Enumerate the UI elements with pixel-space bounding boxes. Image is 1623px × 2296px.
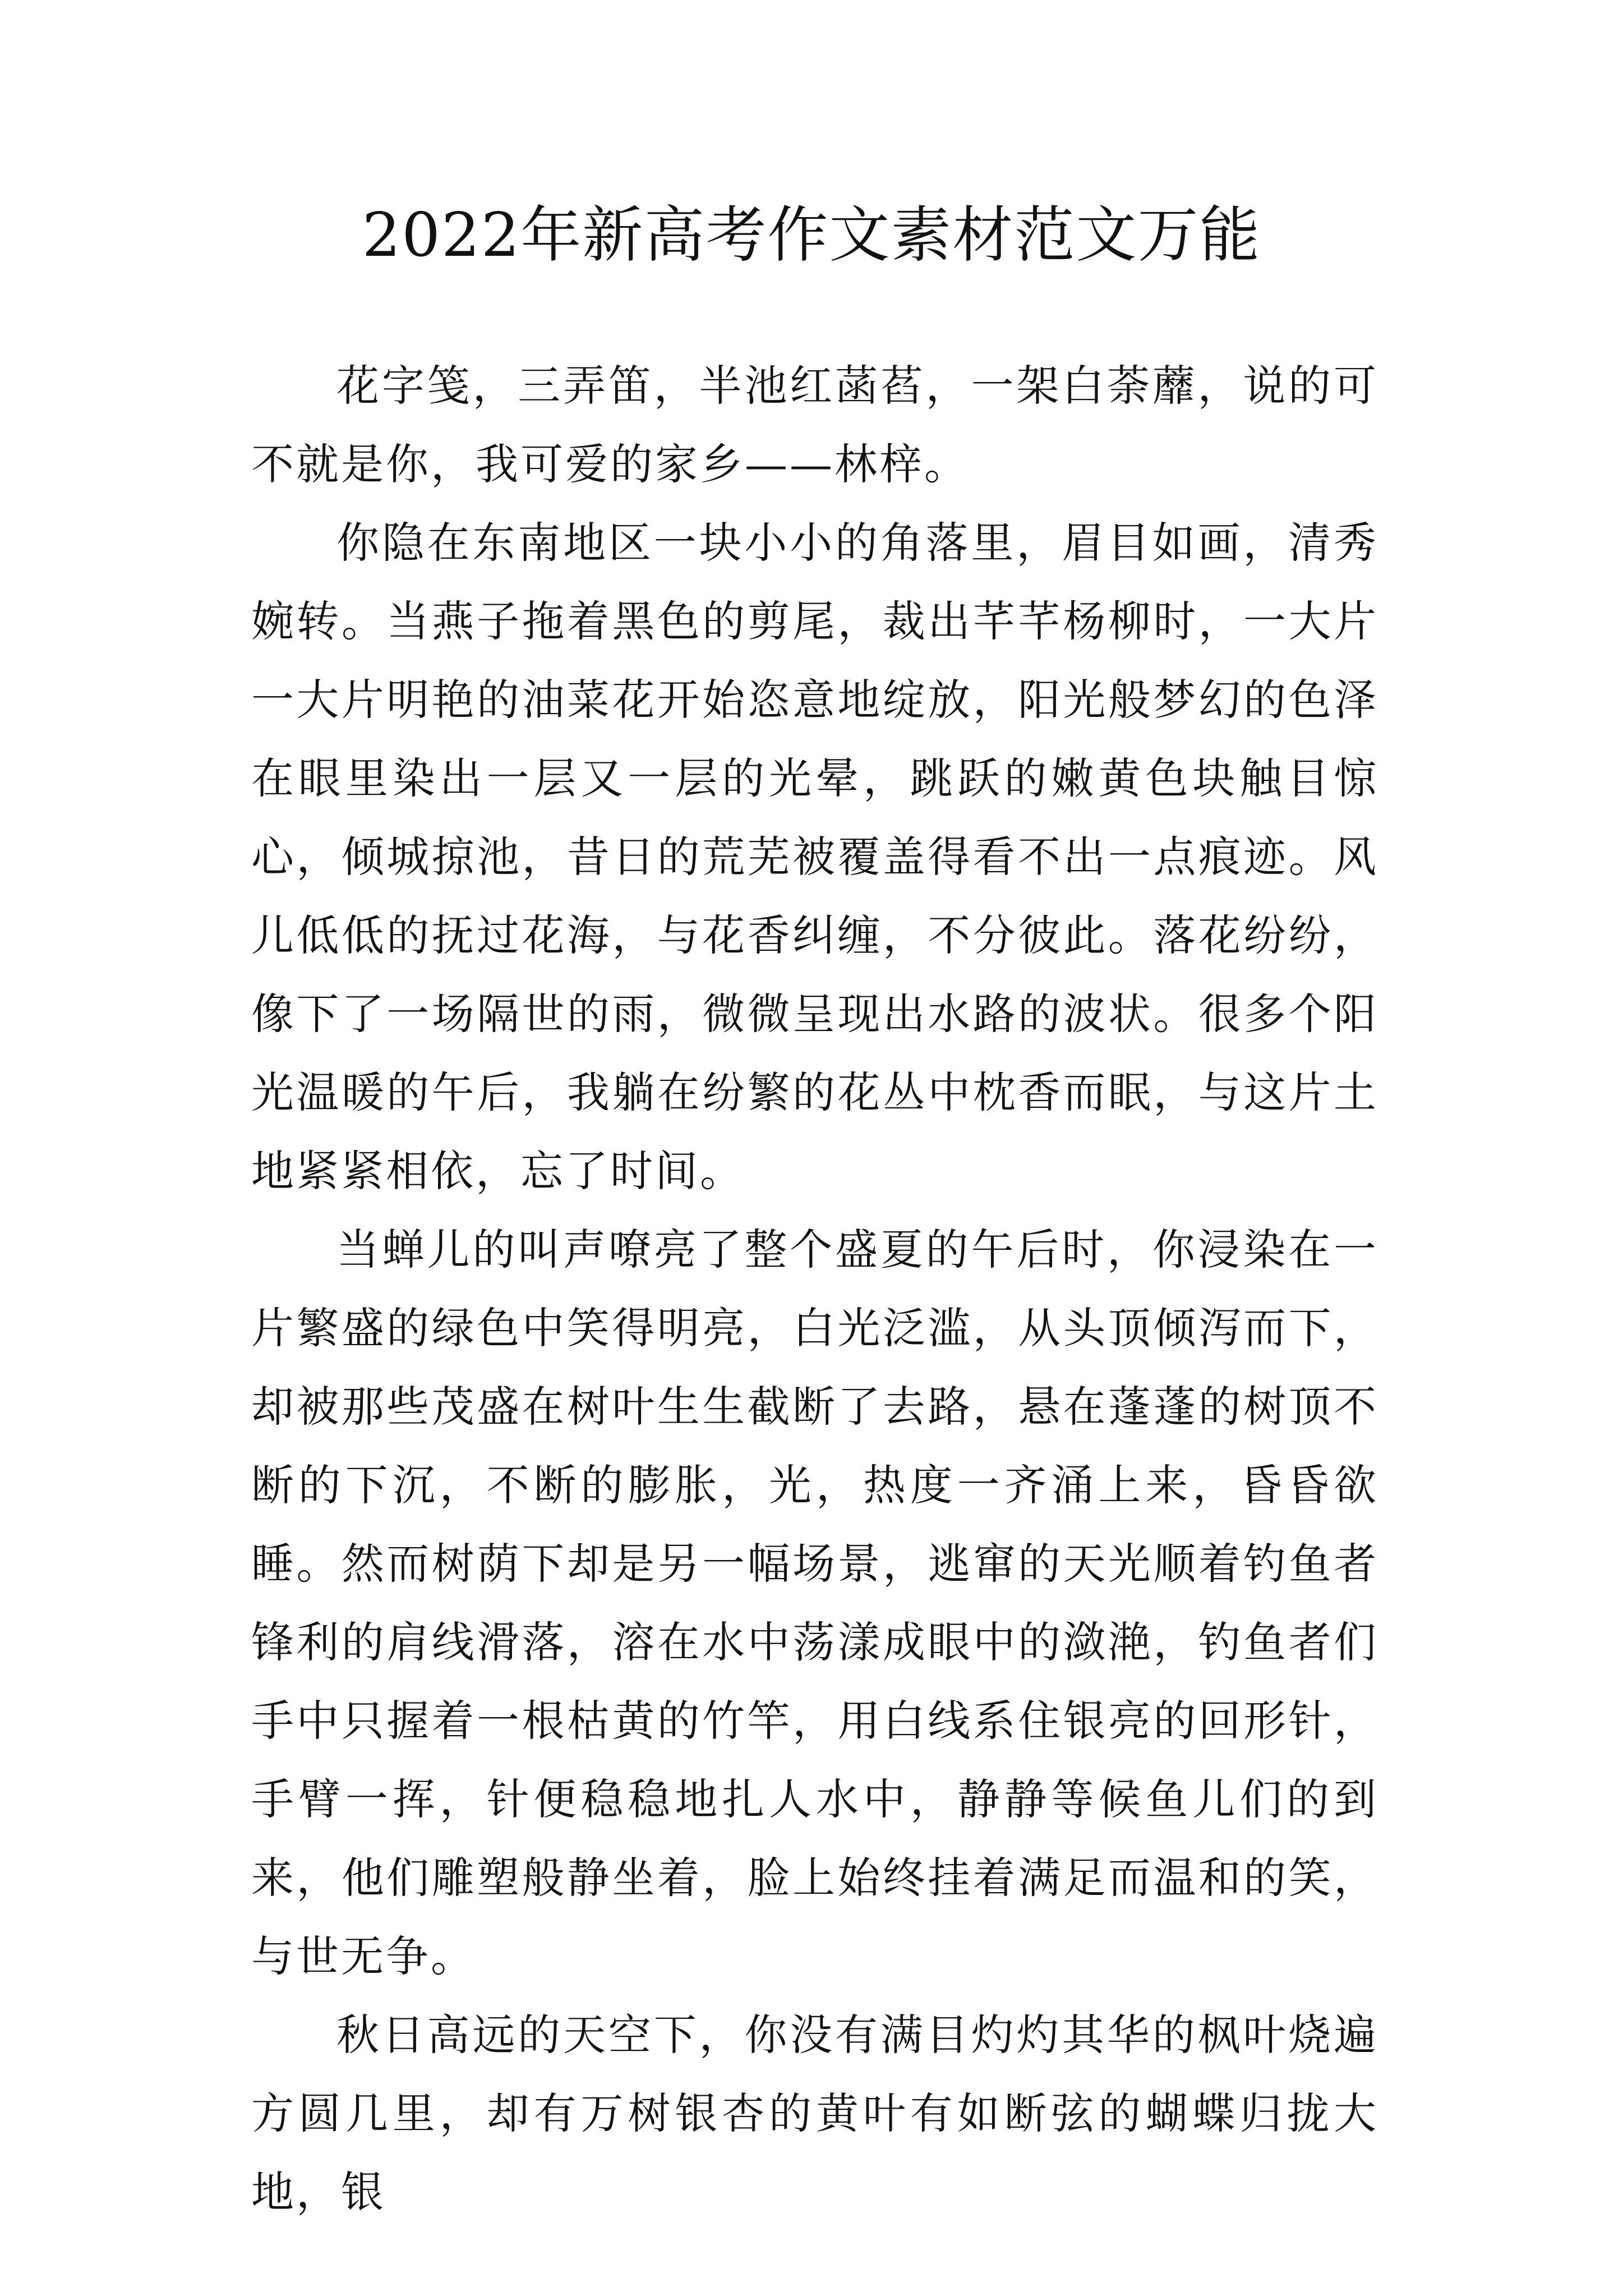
paragraph-2: 你隐在东南地区一块小小的角落里，眉目如画，清秀婉转。当燕子拖着黑色的剪尾，裁出芊芊杨柳时，一大片一大片明艳的油菜花开始恣意地绽放，阳光般梦幻的色泽在眼里染出一层又一层的光晕，跳跃的嫩黄色块触目惊心，倾城掠池，昔日的荒芜被覆盖得看不出一点痕迹。风儿低低的抚过花海，与花香纠缠，不分彼此。落花纷纷，像下了一场隔世的雨，微微呈现出水路的波状。很多个阳光温暖的午后，我躺在纷繁的花丛中枕香而眠，与这片土地紧紧相依，忘了时间。 (251, 518, 1378, 1196)
paragraph-4: 秋日高远的天空下，你没有满目灼灼其华的枫叶烧遍方圆几里，却有万树银杏的黄叶有如断弦的蝴蝶归拢大地，银 (251, 2010, 1378, 2217)
paragraph-1: 花字笺，三弄笛，半池红菡萏，一架白荼蘼，说的可不就是你，我可爱的家乡——林梓。 (251, 361, 1378, 489)
paragraph-3: 当蝉儿的叫声嘹亮了整个盛夏的午后时，你浸染在一片繁盛的绿色中笑得明亮，白光泛滥，从头顶倾泻而下，却被那些茂盛在树叶生生截断了去路，悬在蓬蓬的树顶不断的下沉，不断的膨胀，光，热度一齐涌上来，昏昏欲睡。然而树荫下却是另一幅场景，逃窜的天光顺着钓鱼者锋利的肩线滑落，溶在水中荡漾成眼中的潋滟，钓鱼者们手中只握着一根枯黄的竹竿，用白线系住银亮的回形针，手臂一挥，针便稳稳地扎人水中，静静等候鱼儿们的到来，他们雕塑般静坐着，脸上始终挂着满足而温和的笑，与世无争。 (251, 1225, 1378, 1981)
document-title: 2022年新高考作文素材范文万能 (362, 200, 1261, 270)
document-body (251, 347, 1378, 2231)
